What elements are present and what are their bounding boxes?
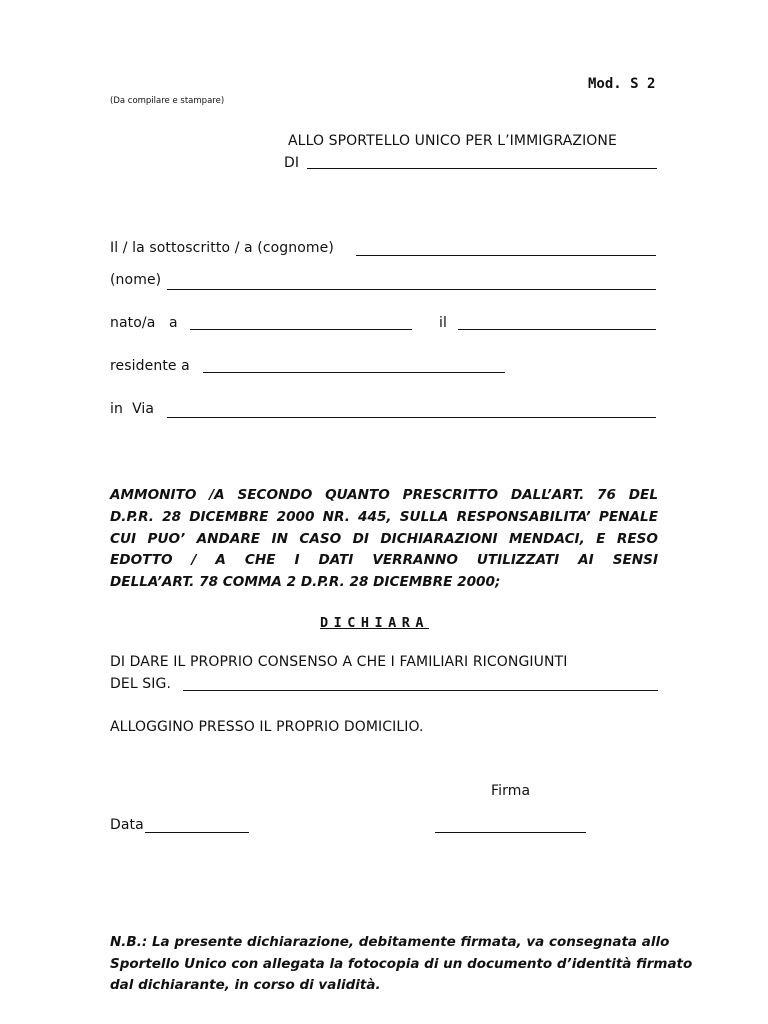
form-code: Mod. S 2: [588, 76, 656, 92]
consent-sig-label: DEL SIG.: [110, 676, 171, 692]
data-nascita-field[interactable]: [458, 329, 656, 330]
luogo-nascita-field[interactable]: [190, 329, 412, 330]
recipient-di-field[interactable]: [307, 168, 657, 169]
warning-line: DELLA’ART. 78 COMMA 2 D.P.R. 28 DICEMBRE 2000;: [110, 574, 501, 591]
form-instructions: (Da compilare e stampare): [110, 96, 225, 106]
sottoscritto-label: Il / la sottoscritto / a (cognome): [110, 240, 334, 256]
warning-line: AMMONITO /A SECONDO QUANTO PRESCRITTO DALL’ART. 76 DEL: [110, 487, 658, 503]
declaration-title: DICHIARA: [320, 615, 430, 631]
warning-line: D.P.R. 28 DICEMBRE 2000 NR. 445, SULLA RESPONSABILITA’ PENALE: [110, 508, 658, 525]
data-label: Data: [110, 817, 144, 833]
warning-line: CUI PUO’ ANDARE IN CASO DI DICHIARAZIONI MENDACI, E RESO: [110, 530, 658, 547]
housing-statement: ALLOGGINO PRESSO IL PROPRIO DOMICILIO.: [110, 719, 424, 735]
recipient-di-label: DI: [284, 155, 300, 171]
note-line: dal dichiarante, in corso di validità.: [110, 977, 381, 993]
nome-field[interactable]: [167, 289, 656, 290]
via-label: in Via: [110, 401, 155, 417]
warning-line: EDOTTO / A CHE I DATI VERRANNO UTILIZZATI AI SENSI: [110, 552, 658, 569]
sig-name-field[interactable]: [183, 690, 658, 691]
consent-line: DI DARE IL PROPRIO CONSENSO A CHE I FAMILIARI RICONGIUNTI: [110, 654, 568, 670]
nato-label: nato/a a: [110, 315, 178, 331]
cognome-field[interactable]: [356, 255, 656, 256]
recipient-title: ALLO SPORTELLO UNICO PER L’IMMIGRAZIONE: [288, 133, 617, 149]
nome-label: (nome): [110, 272, 162, 288]
note-line: N.B.: La presente dichiarazione, debitamente firmata, va consegnata allo: [110, 934, 670, 950]
note-paragraph: [110, 932, 692, 997]
data-field[interactable]: [145, 832, 249, 833]
il-label: il: [439, 315, 447, 331]
note-line: Sportello Unico con allegata la fotocopia di un documento d’identità firmato: [110, 955, 693, 972]
residenza-field[interactable]: [203, 372, 505, 373]
via-field[interactable]: [167, 417, 656, 418]
residente-label: residente a: [110, 358, 190, 374]
firma-field[interactable]: [435, 832, 586, 833]
firma-label: Firma: [491, 783, 531, 799]
warning-paragraph: [110, 485, 658, 594]
